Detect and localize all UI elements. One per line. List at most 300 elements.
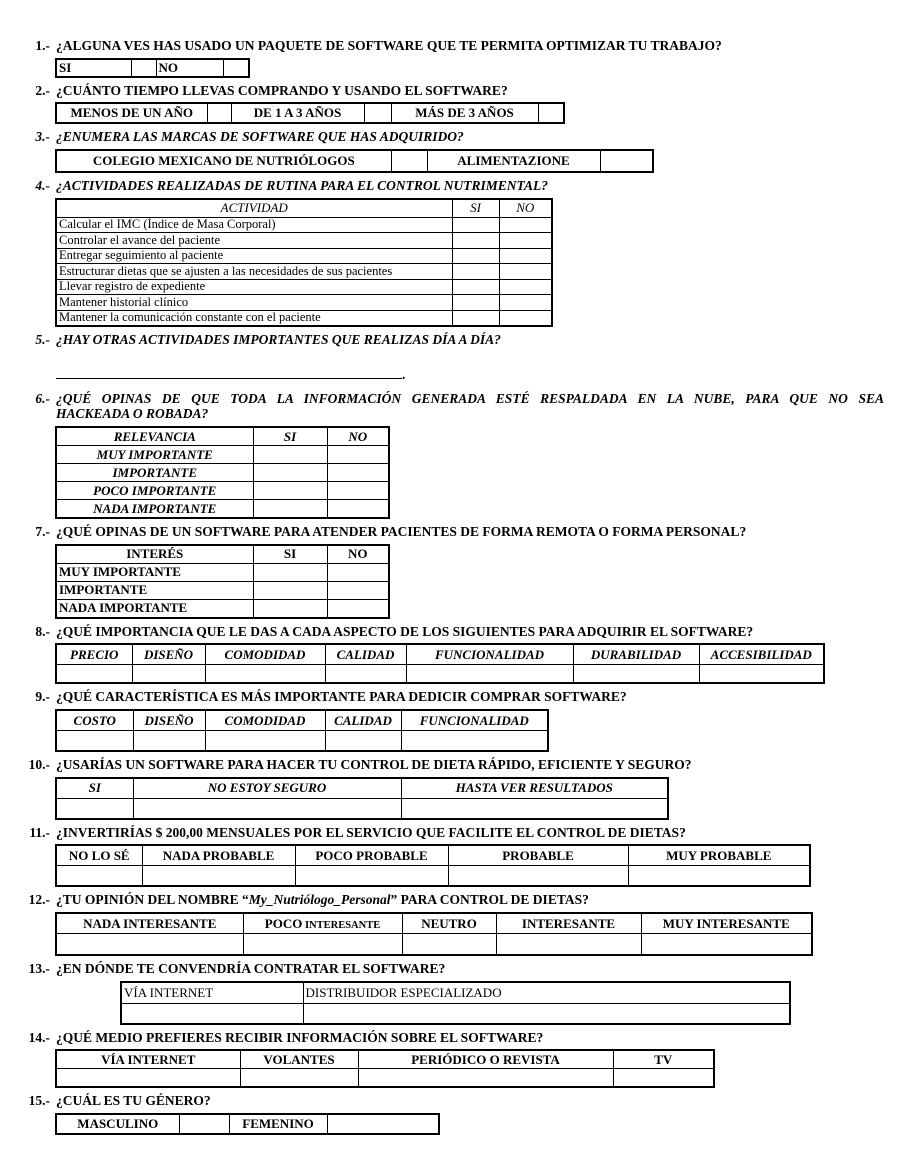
answer-cell <box>56 845 142 866</box>
answer-table-13 <box>0 981 893 1025</box>
answer-cell-label-small: INTERESANTE <box>302 919 381 931</box>
question-15-text: ¿CUÁL ES TU GÉNERO? <box>56 1093 211 1109</box>
question-3 <box>0 129 893 173</box>
answer-cell-label: Llevar registro de expediente <box>59 279 206 294</box>
table-row <box>121 982 790 1004</box>
question-13 <box>0 961 893 1025</box>
answer-cell <box>452 199 499 218</box>
question-14-text: ¿QUÉ MEDIO PREFIERES RECIBIR INFORMACIÓN SOBRE EL SOFTWARE? <box>56 1029 544 1045</box>
table-row <box>56 427 389 446</box>
answer-cell-label: NO ESTOY SEGURO <box>207 780 327 796</box>
answer-grid <box>55 844 811 887</box>
question-5-row <box>0 332 893 348</box>
answer-cell-label: SI <box>283 546 297 562</box>
answer-cell <box>56 233 452 249</box>
empty-answer-cell <box>121 1003 303 1024</box>
answer-cell <box>358 1050 613 1069</box>
answer-cell-label: FUNCIONALIDAD <box>419 712 529 728</box>
empty-answer-cell <box>496 934 641 956</box>
table-row <box>56 644 824 665</box>
answer-cell-label: MASCULINO <box>77 1116 159 1132</box>
answer-cell <box>56 913 243 934</box>
table-row <box>56 482 389 500</box>
question-6-text-line1: ¿QUÉ OPINAS DE QUE TODA LA INFORMACIÓN GENERADA ESTÉ RESPALDADA EN LA NUBE, PARA QUE NO SEA <box>56 390 884 406</box>
empty-answer-cell <box>499 248 552 264</box>
question-15-row <box>0 1093 893 1109</box>
empty-answer-cell <box>205 665 325 684</box>
answer-cell <box>156 59 223 77</box>
question-15 <box>0 1093 893 1135</box>
answer-grid <box>120 981 791 1025</box>
answer-cell <box>56 199 452 218</box>
answer-cell-label: DURABILIDAD <box>590 647 682 663</box>
table-row <box>56 279 552 295</box>
question-2 <box>0 83 893 125</box>
question-5-number: 5.- <box>35 332 50 348</box>
empty-answer-cell <box>253 581 327 599</box>
answer-cell <box>401 778 668 799</box>
answer-grid <box>55 149 654 173</box>
answer-cell-label: MUY IMPORTANTE <box>59 564 181 580</box>
empty-answer-cell <box>452 233 499 249</box>
table-row <box>56 581 389 599</box>
answer-cell <box>402 913 496 934</box>
answer-cell <box>56 446 253 464</box>
answer-table-12 <box>0 912 893 956</box>
answer-cell <box>253 545 327 564</box>
answer-table-3 <box>0 149 893 173</box>
answer-cell-label: Mantener la comunicación constante con el paciente <box>59 310 321 325</box>
empty-answer-cell <box>452 295 499 311</box>
table-row <box>121 1003 790 1024</box>
question-3-row <box>0 129 893 145</box>
answer-cell-label: CALIDAD <box>334 712 392 728</box>
empty-answer-cell <box>538 103 564 123</box>
empty-answer-cell <box>295 866 448 887</box>
answer-table-4 <box>0 198 893 328</box>
answer-cell-label: NADA IMPORTANTE <box>59 600 188 616</box>
empty-answer-cell <box>499 217 552 233</box>
question-6-row <box>0 391 893 422</box>
empty-answer-cell <box>205 731 325 752</box>
answer-cell <box>132 644 205 665</box>
answer-cell <box>427 150 600 172</box>
answer-grid <box>55 912 813 956</box>
table-row <box>56 710 548 731</box>
answer-cell <box>56 248 452 264</box>
answer-cell <box>628 845 810 866</box>
answer-cell <box>56 150 391 172</box>
answer-cell <box>496 913 641 934</box>
answer-cell-label: PRECIO <box>70 647 119 663</box>
question-2-row <box>0 83 893 99</box>
answer-cell <box>56 464 253 482</box>
answer-grid <box>55 58 250 78</box>
answer-cell <box>56 545 253 564</box>
table-row <box>56 295 552 311</box>
table-row <box>56 199 552 218</box>
question-10-row <box>0 757 893 773</box>
question-8 <box>0 624 893 685</box>
answer-cell <box>240 1050 358 1069</box>
answer-cell <box>573 644 699 665</box>
empty-answer-cell <box>142 866 295 887</box>
blank-underline <box>56 365 402 379</box>
answer-table-6 <box>0 426 893 519</box>
empty-answer-cell <box>600 150 653 172</box>
empty-answer-cell <box>253 446 327 464</box>
answer-cell <box>56 710 133 731</box>
table-row <box>56 310 552 326</box>
answer-cell <box>499 199 552 218</box>
answer-cell-label: Entregar seguimiento al paciente <box>59 248 224 263</box>
answer-cell-label: HASTA VER RESULTADOS <box>455 780 613 796</box>
answer-cell <box>142 845 295 866</box>
empty-answer-cell <box>56 866 142 887</box>
question-14-number: 14.- <box>28 1029 50 1045</box>
question-6-text <box>56 391 884 422</box>
answer-cell-label: COMODIDAD <box>224 712 306 728</box>
question-6 <box>0 391 893 519</box>
empty-answer-cell <box>452 248 499 264</box>
empty-answer-cell <box>448 866 628 887</box>
answer-grid <box>55 1113 440 1135</box>
question-3-text: ¿ENUMERA LAS MARCAS DE SOFTWARE QUE HAS ADQUIRIDO? <box>56 129 464 145</box>
empty-answer-cell <box>391 150 427 172</box>
question-10-number: 10.- <box>28 757 50 773</box>
empty-answer-cell <box>452 279 499 295</box>
answer-cell <box>56 1114 179 1134</box>
empty-answer-cell <box>56 665 132 684</box>
answer-cell-label: CALIDAD <box>336 647 395 663</box>
answer-cell-label: NADA IMPORTANTE <box>93 500 217 516</box>
empty-answer-cell <box>133 731 205 752</box>
empty-answer-cell <box>325 665 406 684</box>
question-8-row <box>0 624 893 640</box>
answer-cell <box>56 599 253 618</box>
empty-answer-cell <box>499 233 552 249</box>
empty-answer-cell <box>253 563 327 581</box>
answer-cell <box>253 427 327 446</box>
answer-cell <box>56 217 452 233</box>
empty-answer-cell <box>401 731 548 752</box>
answer-cell-label: MÁS DE 3 AÑOS <box>415 105 514 121</box>
empty-answer-cell <box>452 310 499 326</box>
answer-cell-label: SI <box>283 428 297 444</box>
table-row <box>56 798 668 819</box>
answer-cell-label: TV <box>654 1052 673 1068</box>
question-12-text-after: ” PARA CONTROL DE DIETAS? <box>390 892 589 908</box>
answer-cell-label: NO LO SÉ <box>68 848 130 864</box>
answer-cell <box>133 710 205 731</box>
answer-grid <box>55 198 553 328</box>
empty-answer-cell <box>499 310 552 326</box>
empty-answer-cell <box>499 264 552 280</box>
question-9-row <box>0 689 893 705</box>
answer-cell-label: Estructurar dietas que se ajusten a las necesidades de sus pacientes <box>59 263 393 278</box>
question-8-number: 8.- <box>35 623 50 639</box>
answer-cell-label: FEMENINO <box>242 1116 314 1132</box>
table-row <box>56 545 389 564</box>
empty-answer-cell <box>56 731 133 752</box>
answer-cell-label: COLEGIO MEXICANO DE NUTRIÓLOGOS <box>92 153 355 169</box>
answer-cell <box>613 1050 714 1069</box>
answer-cell <box>56 563 253 581</box>
question-4-text: ¿ACTIVIDADES REALIZADAS DE RUTINA PARA EL CONTROL NUTRIMENTAL? <box>56 177 548 193</box>
answer-cell <box>56 644 132 665</box>
empty-answer-cell <box>327 1114 439 1134</box>
question-11 <box>0 825 893 888</box>
answer-cell-label: NO <box>158 59 178 75</box>
answer-cell-label: RELEVANCIA <box>113 428 196 444</box>
empty-answer-cell <box>327 563 389 581</box>
answer-cell <box>303 982 790 1004</box>
answer-table-15 <box>0 1113 893 1135</box>
answer-table-7 <box>0 544 893 619</box>
question-10 <box>0 757 893 820</box>
table-row <box>56 464 389 482</box>
question-13-number: 13.- <box>28 961 50 977</box>
answer-cell-label: NO <box>348 546 368 562</box>
empty-answer-cell <box>358 1069 613 1088</box>
answer-cell <box>56 279 452 295</box>
answer-cell-label: DE 1 A 3 AÑOS <box>253 105 342 121</box>
answer-grid <box>55 709 549 752</box>
empty-answer-cell <box>253 464 327 482</box>
answer-cell-label: MUY PROBABLE <box>666 848 772 864</box>
answer-cell-label: DISTRIBUIDOR ESPECIALIZADO <box>305 984 502 1000</box>
empty-answer-cell <box>327 446 389 464</box>
answer-cell <box>205 644 325 665</box>
answer-grid <box>55 643 825 684</box>
answer-cell <box>205 710 325 731</box>
answer-cell <box>56 778 133 799</box>
answer-cell-label: DISEÑO <box>143 647 194 663</box>
empty-answer-cell <box>499 279 552 295</box>
answer-table-11 <box>0 844 893 887</box>
answer-grid <box>55 544 390 619</box>
answer-cell <box>327 545 389 564</box>
answer-cell <box>56 59 131 77</box>
answer-cell-label: PROBABLE <box>502 848 574 864</box>
answer-table-9 <box>0 709 893 752</box>
table-row <box>56 1050 714 1069</box>
answer-table-8 <box>0 643 893 684</box>
question-1-number: 1.- <box>35 38 50 53</box>
question-15-number: 15.- <box>28 1093 50 1109</box>
empty-answer-cell <box>401 798 668 819</box>
answer-cell <box>229 1114 327 1134</box>
answer-cell <box>391 103 538 123</box>
answer-cell-label: INTERESANTE <box>521 915 616 931</box>
answer-cell-label: NADA PROBABLE <box>162 848 275 864</box>
answer-cell-label: IMPORTANTE <box>59 582 148 598</box>
question-12-text <box>56 892 884 908</box>
table-row <box>56 264 552 280</box>
answer-cell-label: VOLANTES <box>263 1052 335 1068</box>
empty-answer-cell <box>243 934 402 956</box>
empty-answer-cell <box>253 482 327 500</box>
empty-answer-cell <box>132 665 205 684</box>
empty-answer-cell <box>56 934 243 956</box>
empty-answer-cell <box>133 798 401 819</box>
answer-cell-label: NADA INTERESANTE <box>83 915 217 931</box>
empty-answer-cell <box>613 1069 714 1088</box>
empty-answer-cell <box>327 599 389 618</box>
question-12-number: 12.- <box>28 892 50 908</box>
answer-grid <box>55 102 565 124</box>
empty-answer-cell <box>56 798 133 819</box>
answer-cell-label: SI <box>59 59 72 75</box>
table-row <box>56 845 810 866</box>
empty-answer-cell <box>223 59 249 77</box>
question-11-number: 11.- <box>29 824 50 840</box>
empty-answer-cell <box>402 934 496 956</box>
answer-cell-label: NO <box>348 428 368 444</box>
empty-answer-cell <box>699 665 824 684</box>
question-13-row <box>0 961 893 977</box>
answer-table-1 <box>0 58 893 78</box>
empty-answer-cell <box>179 1114 229 1134</box>
empty-answer-cell <box>327 482 389 500</box>
question-5-text: ¿HAY OTRAS ACTIVIDADES IMPORTANTES QUE REALIZAS DÍA A DÍA? <box>56 332 501 348</box>
answer-cell <box>325 644 406 665</box>
answer-cell-label: PERIÓDICO O REVISTA <box>411 1052 560 1068</box>
question-5 <box>0 332 893 382</box>
blank-line-period: . <box>402 366 406 382</box>
answer-cell <box>401 710 548 731</box>
empty-answer-cell <box>253 599 327 618</box>
question-11-text: ¿INVERTIRÍAS $ 200,00 MENSUALES POR EL SERVICIO QUE FACILITE EL CONTROL DE DIETAS? <box>56 824 686 840</box>
answer-cell-label: VÍA INTERNET <box>101 1052 196 1068</box>
empty-answer-cell <box>327 581 389 599</box>
question-9-number: 9.- <box>35 689 50 705</box>
empty-answer-cell <box>207 103 231 123</box>
question-12-row <box>0 892 893 908</box>
empty-answer-cell <box>641 934 812 956</box>
question-3-number: 3.- <box>35 129 50 145</box>
answer-cell-label: FUNCIONALIDAD <box>434 647 545 663</box>
answer-cell-label: VÍA INTERNET <box>124 984 214 1000</box>
table-row <box>56 599 389 618</box>
answer-grid <box>55 1049 715 1088</box>
empty-answer-cell <box>253 500 327 519</box>
empty-answer-cell <box>303 1003 790 1024</box>
empty-answer-cell <box>406 665 573 684</box>
answer-cell <box>641 913 812 934</box>
empty-answer-cell <box>327 500 389 519</box>
answer-cell-label: MUY IMPORTANTE <box>96 446 213 462</box>
empty-answer-cell <box>499 295 552 311</box>
answer-cell-label: INTERÉS <box>126 546 184 562</box>
empty-answer-cell <box>573 665 699 684</box>
table-row <box>56 934 812 956</box>
table-row <box>56 217 552 233</box>
question-12 <box>0 892 893 956</box>
question-4-number: 4.- <box>35 177 50 193</box>
answer-cell-label: ACTIVIDAD <box>220 200 288 216</box>
answer-cell-label: ACCESIBILIDAD <box>710 647 812 663</box>
answer-cell-label: MUY INTERESANTE <box>662 915 790 931</box>
empty-answer-cell <box>240 1069 358 1088</box>
answer-cell-label: POCO <box>264 915 303 931</box>
question-7-number: 7.- <box>35 524 50 540</box>
question-2-number: 2.- <box>35 82 50 98</box>
answer-cell <box>325 710 401 731</box>
table-row <box>56 563 389 581</box>
table-row <box>56 1069 714 1088</box>
question-8-text: ¿QUÉ IMPORTANCIA QUE LE DAS A CADA ASPECTO DE LOS SIGUIENTES PARA ADQUIRIR EL SOFTWARE? <box>56 623 754 639</box>
question-13-text: ¿EN DÓNDE TE CONVENDRÍA CONTRATAR EL SOFTWARE? <box>56 961 446 977</box>
question-14 <box>0 1030 893 1089</box>
answer-cell <box>56 103 207 123</box>
answer-cell-label: COSTO <box>73 712 116 728</box>
answer-cell-label: COMODIDAD <box>224 647 306 663</box>
answer-cell-label: DISEÑO <box>144 712 194 728</box>
answer-cell-label: Calcular el IMC (Índice de Masa Corporal) <box>59 217 276 232</box>
question-7 <box>0 524 893 619</box>
question-1-text: ¿ALGUNA VES HAS USADO UN PAQUETE DE SOFTWARE QUE TE PERMITA OPTIMIZAR TU TRABAJO? <box>56 38 722 53</box>
answer-cell-label: IMPORTANTE <box>112 464 197 480</box>
question-12-text-before: ¿TU OPINIÓN DEL NOMBRE “ <box>56 892 249 908</box>
answer-cell-label: SI <box>470 200 481 216</box>
answer-cell-label: Mantener historial clínico <box>59 294 189 309</box>
answer-cell <box>56 500 253 519</box>
answer-cell <box>295 845 448 866</box>
table-row <box>56 913 812 934</box>
answer-cell-label: SI <box>88 780 101 796</box>
empty-answer-cell <box>131 59 156 77</box>
empty-answer-cell <box>327 464 389 482</box>
answer-grid <box>55 426 390 519</box>
answer-cell <box>327 427 389 446</box>
question-6-number: 6.- <box>35 390 50 406</box>
question-4-row <box>0 178 893 194</box>
question-14-row <box>0 1030 893 1046</box>
answer-cell <box>56 581 253 599</box>
answer-cell <box>231 103 364 123</box>
table-row <box>56 866 810 887</box>
table-row <box>56 778 668 799</box>
answer-grid <box>55 777 669 820</box>
question-11-row <box>0 825 893 841</box>
table-row <box>56 731 548 752</box>
answer-cell-label: MENOS DE UN AÑO <box>70 105 193 121</box>
answer-cell-label: Controlar el avance del paciente <box>59 232 221 247</box>
table-row <box>56 446 389 464</box>
table-row <box>56 150 653 172</box>
question-10-text: ¿USARÍAS UN SOFTWARE PARA HACER TU CONTROL DE DIETA RÁPIDO, EFICIENTE Y SEGURO? <box>56 757 692 773</box>
answer-cell <box>133 778 401 799</box>
answer-cell <box>56 1050 240 1069</box>
answer-cell <box>56 264 452 280</box>
question-7-text: ¿QUÉ OPINAS DE UN SOFTWARE PARA ATENDER PACIENTES DE FORMA REMOTA O FORMA PERSONAL? <box>56 524 747 540</box>
empty-answer-cell <box>452 217 499 233</box>
answer-blank-line <box>56 365 893 382</box>
answer-table-10 <box>0 777 893 820</box>
question-9 <box>0 689 893 752</box>
answer-table-2 <box>0 102 893 124</box>
answer-cell <box>121 982 303 1004</box>
question-4 <box>0 178 893 327</box>
answer-cell-label: ALIMENTAZIONE <box>457 153 570 169</box>
question-6-text-line2: HACKEADA O ROBADA? <box>56 406 209 422</box>
answer-cell-label: POCO PROBABLE <box>315 848 428 864</box>
answer-cell <box>699 644 824 665</box>
table-row <box>56 59 249 77</box>
empty-answer-cell <box>56 1069 240 1088</box>
answer-cell-label: NEUTRO <box>421 915 477 931</box>
